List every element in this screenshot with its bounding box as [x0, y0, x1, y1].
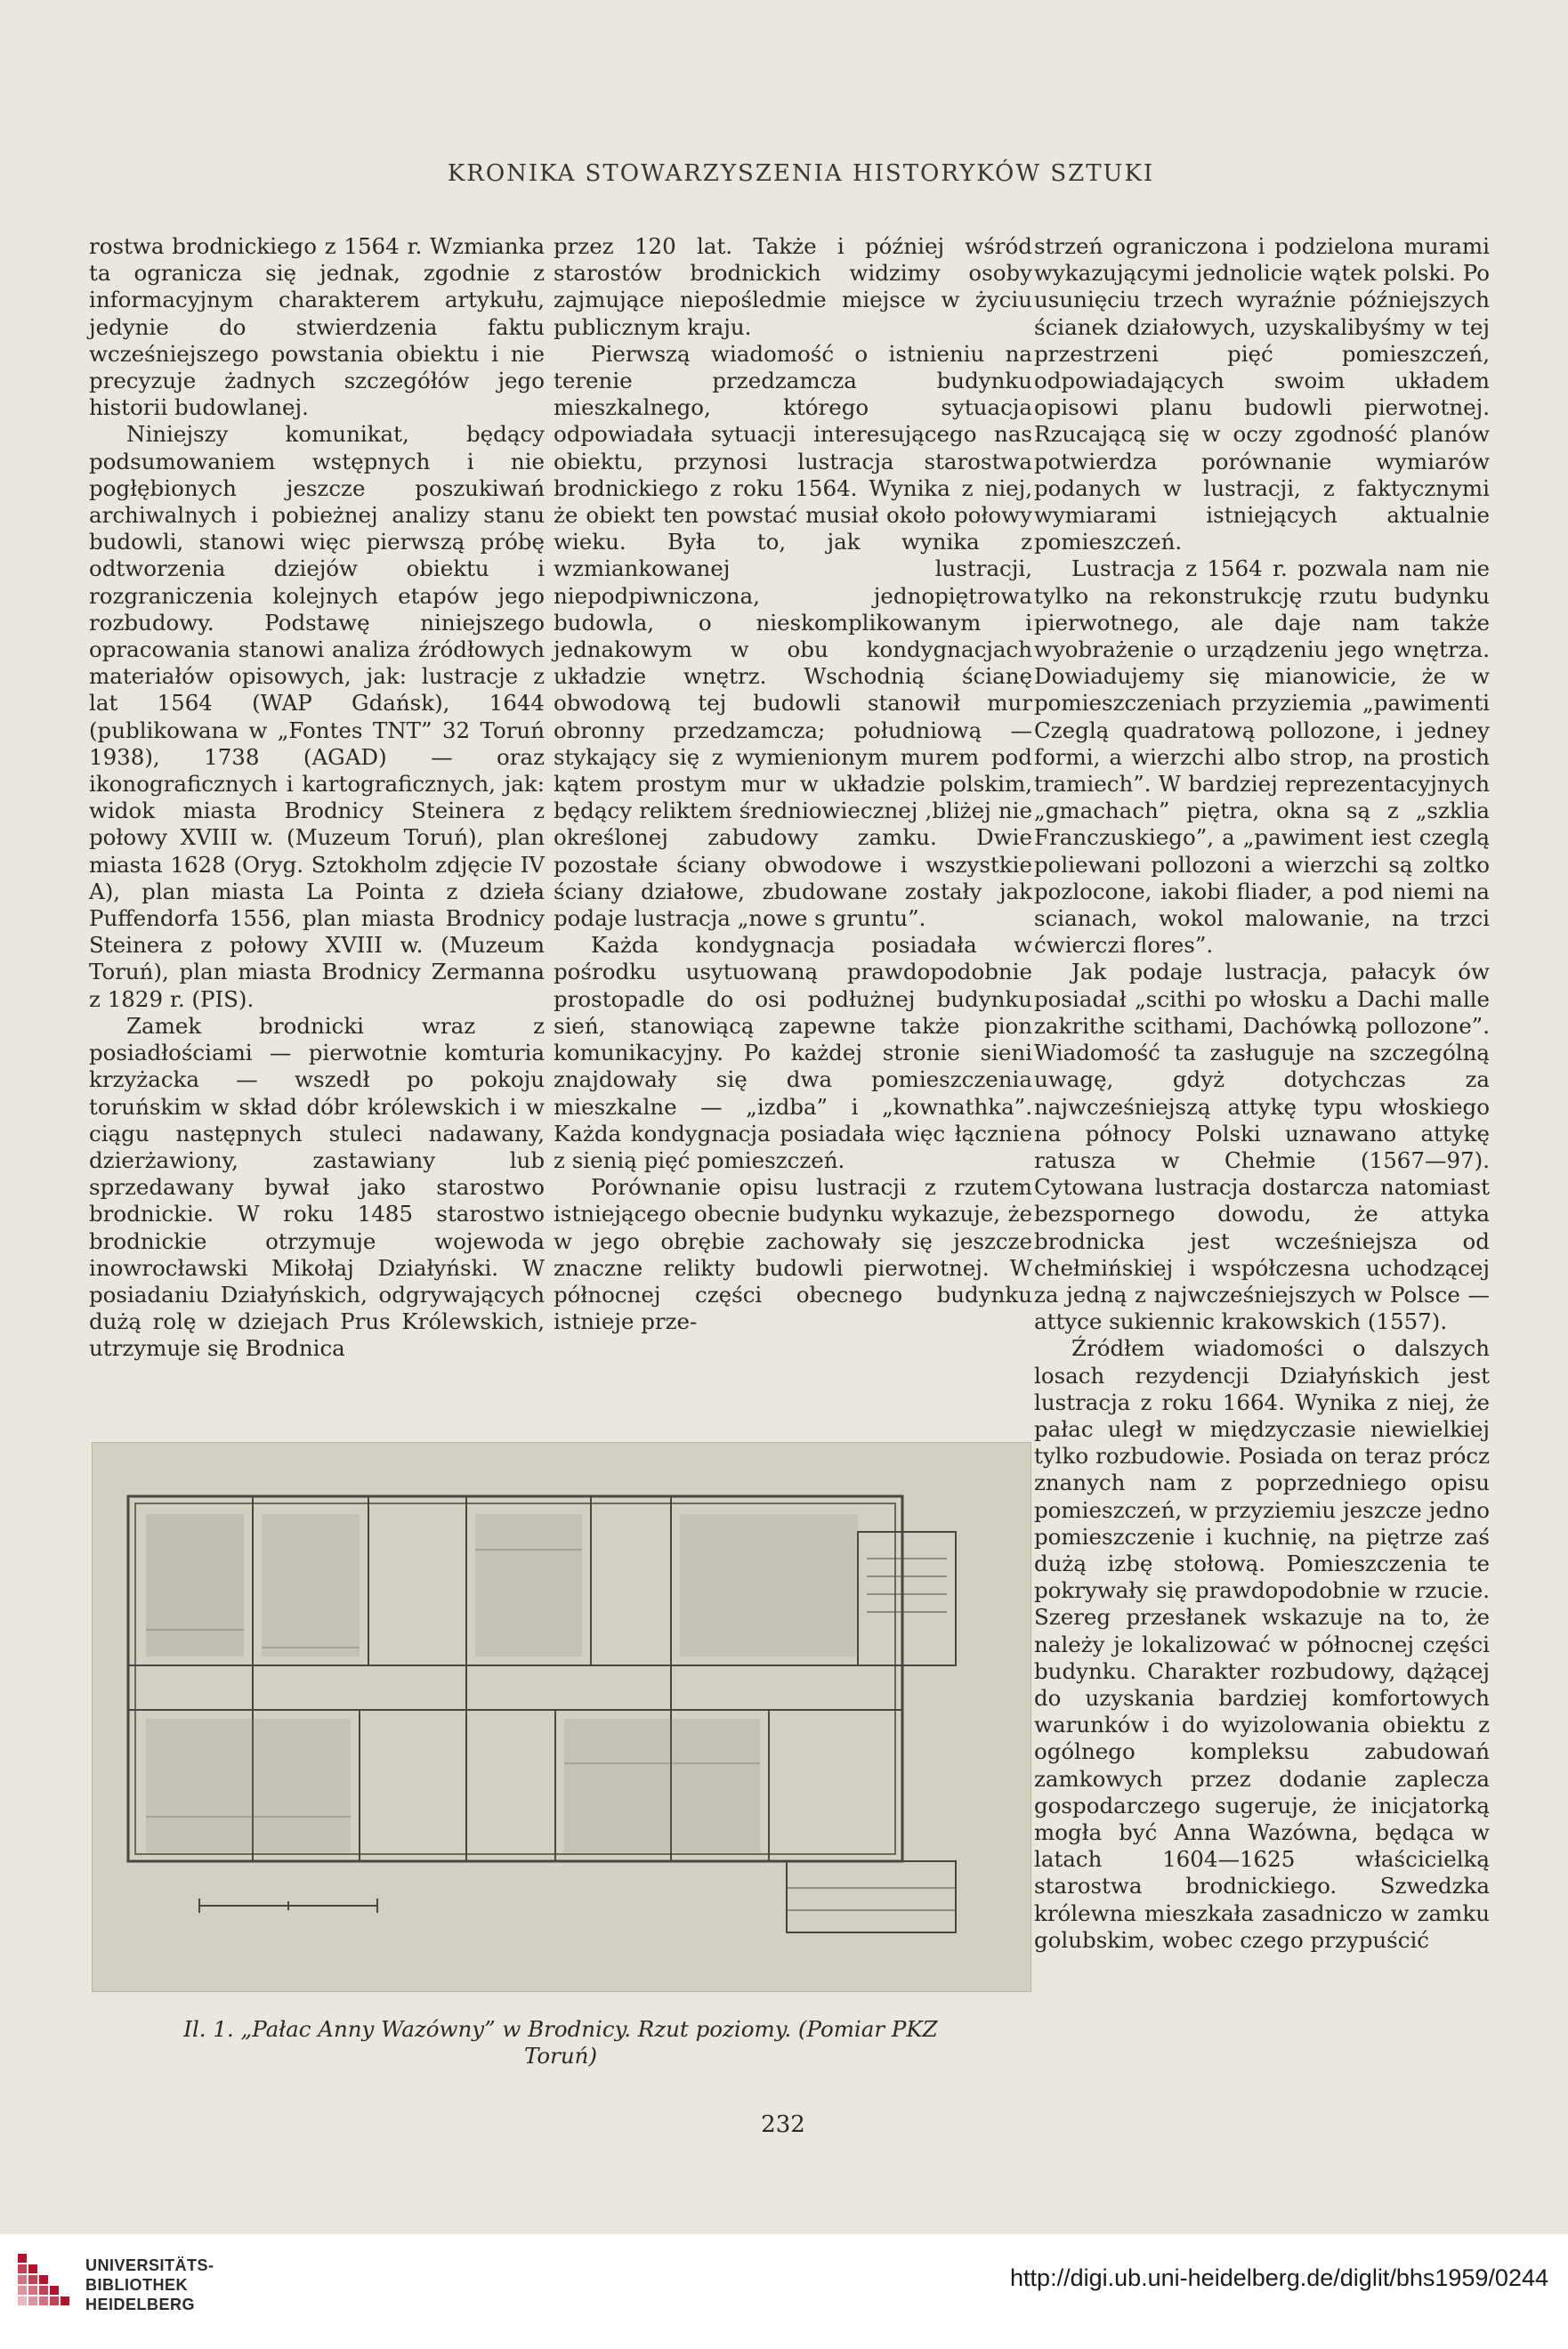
running-header: KRONIKA STOWARZYSZENIA HISTORYKÓW SZTUKI	[447, 160, 1155, 187]
caption-line: Toruń)	[523, 2043, 598, 2069]
paragraph: Każda kondygnacja posiadała w pośrodku usytuowaną prawdopodobnie prostopadle do osi podłużnej budynku sień, stanowiącą zapewne także pion komunikacyjny. Po każdej stronie sieni znajdowały się dwa pomieszczenia mieszkalne — „izdba” i „kownathka”. Każda kondygnacja posiadała więc łącznie z sienią pięć pomieszczeń.	[554, 932, 1032, 1173]
floor-plan-drawing	[93, 1443, 1031, 1991]
page-number: 232	[761, 2111, 805, 2138]
library-footer	[0, 2234, 1568, 2349]
paragraph: Zamek brodnicki wraz z posiadłościami — pierwotnie komturia krzyżacka — wszedł po pokoju toruńskim w skład dóbr królewskich i w ciągu następnych stuleci nadawany, dzierżawiony, zastawiany lub sprzedawany bywał jako starostwo brodnickie. W roku 1485 starostwo brodnickie otrzymuje wojewoda inowrocławski Mikołaj Działyński. W posiadaniu Działyńskich, odgrywających dużą rolę w dziejach Prus Królewskich, utrzymuje się Brodnica	[89, 1012, 545, 1362]
paragraph: Pierwszą wiadomość o istnieniu na terenie przedzamcza budynku mieszkalnego, którego sytuacja odpowiadała sytuacji interesującego nas obiektu, przynosi lustracja starostwa brodnickiego z roku 1564. Wynika z niej, że obiekt ten powstać musiał około połowy wieku. Była to, jak wynika z wzmiankowanej lustracji, niepodpiwniczona, jednopiętrowa budowla, o nieskomplikowanym i jednakowym w obu kondygnacjach układzie wnętrz. Wschodnią ścianę obwodową tej budowli stanowił mur obronny przedzamcza; południową — stykający się z wymienionym murem pod kątem prostym mur w układzie polskim, będący reliktem średniowiecznej ,bliżej nie określonej zabudowy zamku. Dwie pozostałe ściany obwodowe i wszystkie ściany działowe, zbudowane zostały jak podaje lustracja „nowe s gruntu”.	[554, 340, 1032, 932]
paragraph: Porównanie opisu lustracji z rzutem istniejącego obecnie budynku wykazuje, że w jego obrębie zachowały się jeszcze znaczne relikty budowli pierwotnej. W północnej części obecnego budynku istnieje prze-	[554, 1174, 1032, 1335]
paragraph: rostwa brodnickiego z 1564 r. Wzmianka ta ogranicza się jednak, zgodnie z informacyjnym charakterem artykułu, jedynie do stwierdzenia faktu wcześniejszego powstania obiektu i nie precyzuje żadnych szczegółów jego historii budowlanej.	[89, 233, 545, 421]
library-name-line: BIBLIOTHEK	[85, 2276, 188, 2294]
paragraph: Jak podaje lustracja, pałacyk ów posiadał „scithi po włosku a Dachi malle zakrithe scithami, Dachówką pollozone”. Wiadomość ta zasługuje na szczególną uwagę, gdyż dotychczas za najwcześniejszą attykę typu włoskiego na północy Polski uznawano attykę ratusza w Chełmie (1567—97). Cytowana lustracja dostarcza natomiast bezspornego dowodu, że attyka brodnicka jest wcześniejsza od chełmińskiej i współczesna uchodzącej za jedną z najwcześniejszych w Polsce — attyce sukiennic krakowskich (1557).	[1034, 959, 1490, 1335]
text-column-middle	[554, 233, 1032, 1335]
text-column-left	[89, 233, 545, 1363]
library-name-line: UNIVERSITÄTS-	[85, 2256, 214, 2274]
figure-caption	[89, 2016, 1032, 2070]
library-name-line: HEIDELBERG	[85, 2296, 196, 2313]
library-name	[85, 2256, 214, 2314]
university-library-logo-icon	[16, 2250, 75, 2332]
paragraph: strzeń ograniczona i podzielona murami wykazującymi jednolicie wątek polski. Po usunięciu trzech wyraźnie późniejszych ścianek działowych, uzyskalibyśmy w tej przestrzeni pięć pomieszczeń, odpowiadających swoim układem opisowi planu budowli pierwotnej. Rzucającą się w oczy zgodność planów potwierdza porównanie wymiarów podanych w lustracji, z faktycznymi wymiarami istniejących aktualnie pomieszczeń.	[1034, 233, 1490, 555]
paragraph: Lustracja z 1564 r. pozwala nam nie tylko na rekonstrukcję rzutu budynku pierwotnego, ale daje nam także wyobrażenie o urządzeniu jego wnętrza. Dowiadujemy się mianowicie, że w pomieszczeniach przyziemia „pawimenti Czeglą quadratową pollozone, i jedney formi, a wierzchi albo strop, na prostich tramiech”. W bardziej reprezentacyjnych „gmachach” piętra, okna są z „szklia Franczuskiego”, a „pawiment iest czeglą poliewani pollozoni a wierzchi są zoltko pozlocone, iakobi fliader, a pod niemi na scianach, wokol malowanie, na trzci ćwierczi flores”.	[1034, 555, 1490, 959]
text-column-right	[1034, 233, 1490, 1954]
paragraph: Źródłem wiadomości o dalszych losach rezydencji Działyńskich jest lustracja z roku 1664. Wynika z niej, że pałac uległ w międzyczasie niewielkiej tylko rozbudowie. Posiada on teraz prócz znanych nam z poprzedniego opisu pomieszczeń, w przyziemiu jeszcze jedno pomieszczenie i kuchnię, na piętrze zaś dużą izbę stołową. Pomieszczenia te pokrywały się prawdopodobnie w rzucie. Szereg przesłanek wskazuje na to, że należy je lokalizować w północnej części budynku. Charakter rozbudowy, dążącej do uzyskania bardziej komfortowych warunków i do wyizolowania obiektu z ogólnego kompleksu zabudowań zamkowych przez dodanie zaplecza gospodarczego sugeruje, że inicjatorką mogła być Anna Wazówna, będąca w latach 1604—1625 właścicielką starostwa brodnickiego. Szwedzka królewna mieszkała zasadniczo w zamku golubskim, wobec czego przypuścić	[1034, 1335, 1490, 1953]
caption-line: Il. 1. „Pałac Anny Wazówny” w Brodnicy. Rzut poziomy. (Pomiar PKZ	[183, 2016, 938, 2042]
source-url-link[interactable]: http://digi.ub.uni-heidelberg.de/diglit/bhs1959/0244	[1010, 2264, 1548, 2291]
paragraph: przez 120 lat. Także i później wśród starostów brodnickich widzimy osoby zajmujące niepośledmie miejsce w życiu publicznym kraju.	[554, 233, 1032, 340]
floor-plan-figure	[92, 1442, 1031, 1992]
paragraph: Niniejszy komunikat, będący podsumowaniem wstępnych i nie pogłębionych jeszcze poszukiwań archiwalnych i pobieżnej analizy stanu budowli, stanowi więc pierwszą próbę odtworzenia dziejów obiektu i rozgraniczenia kolejnych etapów jego rozbudowy. Podstawę niniejszego opracowania stanowi analiza źródłowych materiałów opisowych, jak: lustracje z lat 1564 (WAP Gdańsk), 1644 (publikowana w „Fontes TNT” 32 Toruń 1938), 1738 (AGAD) — oraz ikonograficznych i kartograficznych, jak: widok miasta Brodnicy Steinera z połowy XVIII w. (Muzeum Toruń), plan miasta 1628 (Oryg. Sztokholm zdjęcie IV A), plan miasta La Pointa z dzieła Puffendorfa 1556, plan miasta Brodnicy Steinera z połowy XVIII w. (Muzeum Toruń), plan miasta Brodnicy Zermanna z 1829 r. (PIS).	[89, 421, 545, 1012]
